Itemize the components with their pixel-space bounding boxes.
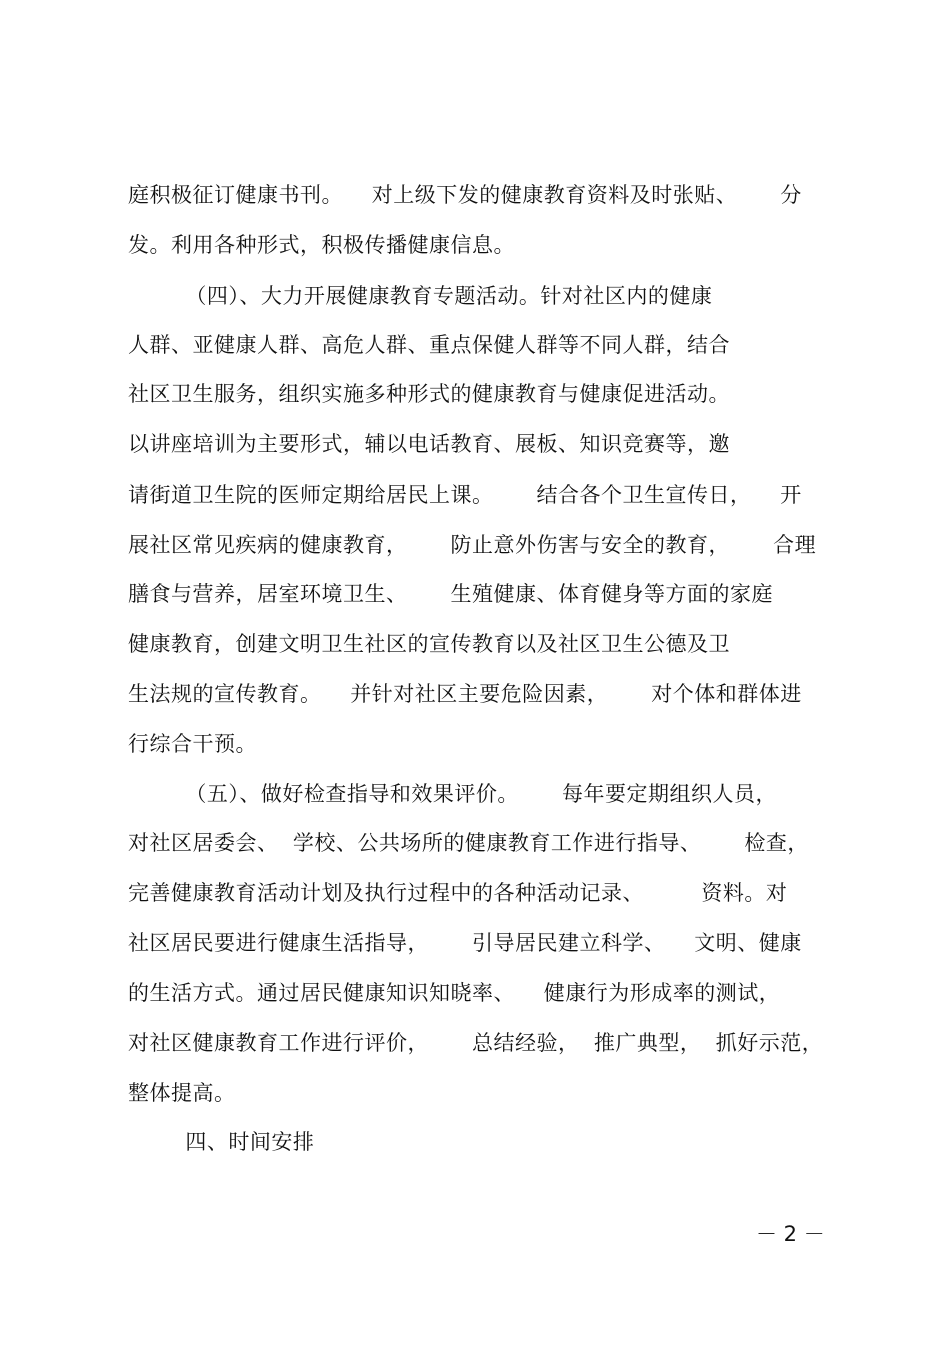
text-line: 完善健康教育活动计划及执行过程中的各种活动记录、 资料。对 <box>128 881 788 905</box>
text-line: 生法规的宣传教育。 并针对社区主要危险因素， 对个体和群体进 <box>128 682 802 706</box>
text-line: 的生活方式。通过居民健康知识知晓率、 健康行为形成率的测试， <box>128 981 781 1005</box>
text-line: 健康教育，创建文明卫生社区的宣传教育以及社区卫生公德及卫 <box>128 632 730 656</box>
section-heading: 四、时间安排 <box>128 1130 315 1154</box>
text-line: 人群、亚健康人群、高危人群、重点保健人群等不同人群，结合 <box>128 333 730 357</box>
text-line: 社区居民要进行健康生活指导， 引导居民建立科学、 文明、健康 <box>128 931 802 955</box>
page-number: － 2 － <box>756 1222 825 1246</box>
text-line: 以讲座培训为主要形式，辅以电话教育、展板、知识竞赛等，邀 <box>128 432 730 456</box>
text-line: 庭积极征订健康书刊。 对上级下发的健康教育资料及时张贴、 分 <box>128 183 802 207</box>
text-line: 社区卫生服务，组织实施多种形式的健康教育与健康促进活动。 <box>128 382 730 406</box>
text-line: 对社区健康教育工作进行评价， 总结经验， 推广典型， 抓好示范， <box>128 1031 824 1055</box>
text-line: 发。利用各种形式，积极传播健康信息。 <box>128 233 515 257</box>
text-line: 展社区常见疾病的健康教育， 防止意外伤害与安全的教育， 合理 <box>128 533 817 557</box>
text-line: 行综合干预。 <box>128 732 257 756</box>
text-line: （五）、做好检查指导和效果评价。 每年要定期组织人员， <box>128 782 777 806</box>
text-line: 整体提高。 <box>128 1081 236 1105</box>
text-line: 膳食与营养，居室环境卫生、 生殖健康、体育健身等方面的家庭 <box>128 582 774 606</box>
text-line: （四）、大力开展健康教育专题活动。针对社区内的健康 <box>128 284 713 308</box>
text-line: 对社区居委会、 学校、公共场所的健康教育工作进行指导、 检查， <box>128 831 809 855</box>
text-line: 请街道卫生院的医师定期给居民上课。 结合各个卫生宣传日， 开 <box>128 483 802 507</box>
